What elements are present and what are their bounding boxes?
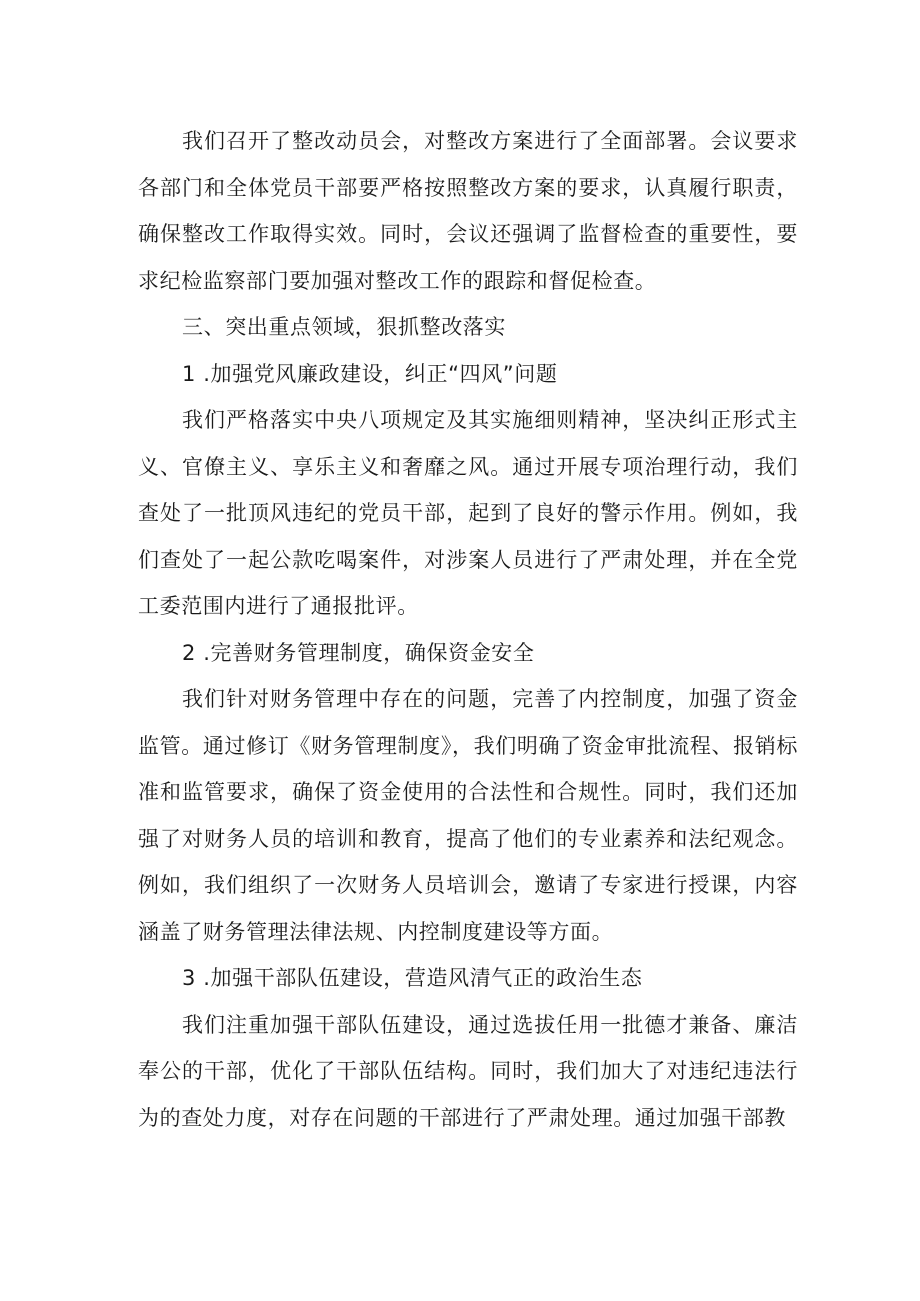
paragraph-cadre-team: 我们注重加强干部队伍建设，通过选拔任用一批德才兼备、廉洁奉公的干部，优化了干部队伍结构。同时，我们加大了对违纪违法行为的查处力度，对存在问题的干部进行了严肃处理。通过加强干部教 xyxy=(138,1012,798,1130)
paragraph-party-conduct: 我们严格落实中央八项规定及其实施细则精神，坚决纠正形式主义、官僚主义、享乐主义和奢靡之风。通过开展专项治理行动，我们查处了一批顶风违纪的党员干部，起到了良好的警示作用。例如，我们查处了一起公款吃喝案件，对涉案人员进行了严肃处理，并在全党工委范围内进行了通报批评。 xyxy=(138,408,798,618)
paragraph-financial-management: 我们针对财务管理中存在的问题，完善了内控制度，加强了资金监管。通过修订《财务管理制度》，我们明确了资金审批流程、报销标准和监管要求，确保了资金使用的合法性和合规性。同时，我们还加强了对财务人员的培训和教育，提高了他们的专业素养和法纪观念。例如，我们组织了一次财务人员培训会，邀请了专家进行授课，内容涵盖了财务管理法律法规、内控制度建设等方面。 xyxy=(138,687,798,944)
section-heading-3: 三、突出重点领域，狠抓整改落实 xyxy=(182,315,506,339)
subheading-1: 1 .加强党风廉政建设，纠正“四风”问题 xyxy=(182,361,558,386)
paragraph-mobilization-meeting: 我们召开了整改动员会，对整改方案进行了全面部署。会议要求各部门和全体党员干部要严格按照整改方案的要求，认真履行职责，确保整改工作取得实效。同时，会议还强调了监督检查的重要性，要求纪检监察部门要加强对整改工作的跟踪和督促检查。 xyxy=(138,129,798,293)
document-body xyxy=(138,118,798,1141)
subheading-2: 2 .完善财务管理制度，确保资金安全 xyxy=(182,640,535,665)
subheading-3: 3 .加强干部队伍建设，营造风清气正的政治生态 xyxy=(182,966,643,990)
